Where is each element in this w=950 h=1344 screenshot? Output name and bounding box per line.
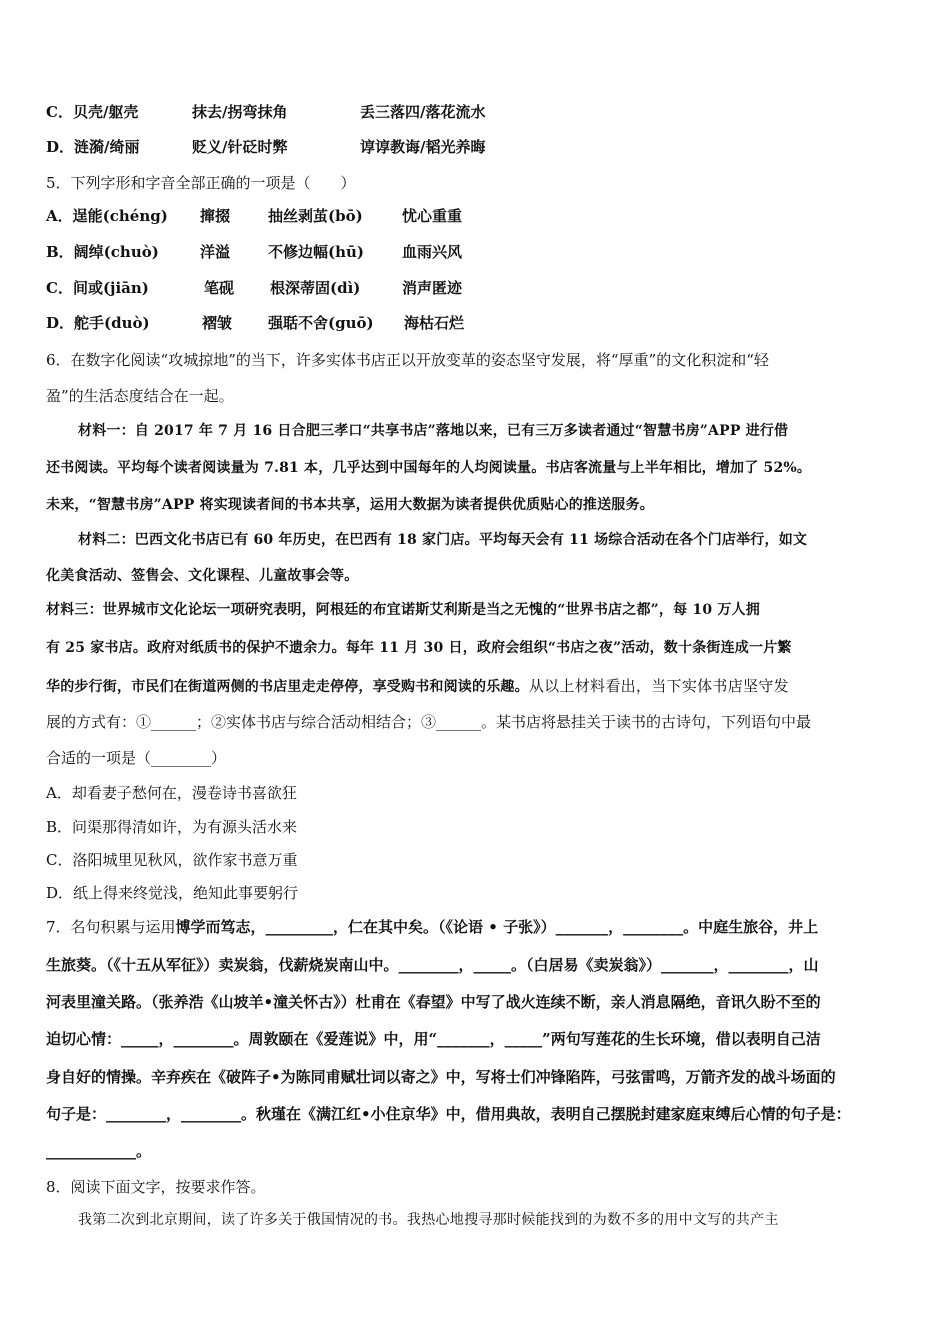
q5-a-2: 撺掇 — [200, 207, 231, 225]
q7-line-5: 身自好的情操。辛弃疾在《破阵子•为陈同甫赋壮词以寄之》中，写将士们冲锋陷阵，弓弦雷鸣，万箭齐发的战斗场面的 — [46, 1068, 836, 1086]
q7-line-1 — [46, 917, 818, 937]
q5-a-4: 忧心重重 — [402, 207, 463, 225]
option-c-2: 抹去/拐弯抹角 — [192, 103, 288, 121]
option-c-3: 丢三落四/落花流水 — [360, 103, 486, 121]
q6-material-3-line-3 — [46, 676, 789, 697]
q6-material-3-line-2: 有 25 家书店。政府对纸质书的保护不遗余力。每年 11 月 30 日，政府会组织“书店之夜”活动，数十条街连成一片繁 — [46, 640, 792, 656]
q6-stem-line-2: 盈”的生活态度结合在一起。 — [46, 387, 234, 405]
option-c-1: C．贝壳/躯壳 — [46, 103, 139, 121]
q5-stem: 5．下列字形和字音全部正确的一项是（ ） — [46, 174, 356, 192]
q5-c-1: C．间或(jiān) — [46, 279, 149, 297]
q7-line-6: 句子是：________，________。秋瑾在《满江红•小住京华》中，借用典故，表明自己摆脱封建家庭束缚后心情的句子是： — [46, 1105, 851, 1123]
q5-b-3: 不修边幅(hū) — [268, 243, 365, 261]
q5-a-3: 抽丝剥茧(bō) — [268, 207, 363, 225]
q7-line-3: 河表里潼关路。（张养浩《山坡羊•潼关怀古》）杜甫在《春望》中写了战火连续不断，亲人消息隔绝，音讯久盼不至的 — [46, 993, 821, 1011]
q6-option-a: A．却看妻子愁何在，漫卷诗书喜欲狂 — [46, 784, 297, 802]
q6-option-d: D．纸上得来终觉浅，绝知此事要躬行 — [46, 884, 299, 902]
q5-c-3: 根深蒂固(dì) — [270, 279, 361, 297]
q5-b-4: 血雨兴风 — [402, 243, 463, 261]
q5-b-1: B．阔绰(chuò) — [46, 243, 159, 261]
q6-option-c: C．洛阳城里见秋风，欲作家书意万重 — [46, 851, 298, 869]
q6-material-2-line-2: 化美食活动、签售会、文化课程、儿童故事会等。 — [46, 568, 359, 584]
option-d-3: 谆谆教诲/韬光养晦 — [360, 138, 486, 156]
q8-stem: 8．阅读下面文字，按要求作答。 — [46, 1178, 266, 1196]
q5-d-4: 海枯石烂 — [404, 314, 465, 332]
q7-line-2: 生旅葵。（《十五从军征》）卖炭翁，伐薪烧炭南山中。________，_____。（白居易《卖炭翁》）_______，________，山 — [46, 956, 819, 974]
q5-c-4: 消声匿迹 — [402, 279, 463, 297]
q7-line-7: ____________。 — [46, 1142, 152, 1160]
q5-b-2: 洋溢 — [200, 243, 231, 261]
q8-paragraph-1: 我第二次到北京期间，读了许多关于俄国情况的书。我热心地搜寻那时候能找到的为数不多的用中文写的共产主 — [78, 1212, 779, 1228]
q6-material-3-line-3a: 华的步行街，市民们在街道两侧的书店里走走停停，享受购书和阅读的乐趣。 — [46, 679, 529, 695]
q5-d-1: D．舵手(duò) — [46, 314, 150, 332]
q6-material-3-line-3b: 从以上材料看出，当下实体书店坚守发 — [528, 677, 789, 695]
q7-title: 7．名句积累与运用 — [46, 918, 176, 936]
q6-question-line-1: 展的方式有：①______；②实体书店与综合活动相结合；③______。某书店将悬挂关于读书的古诗句，下列语句中最 — [46, 713, 812, 731]
option-d-2: 贬义/针砭时弊 — [192, 138, 288, 156]
q5-d-2: 褶皱 — [202, 314, 233, 332]
q6-material-1-line-3: 未来，“智慧书房”APP 将实现读者间的书本共享，运用大数据为读者提供优质贴心的推送服务。 — [46, 497, 654, 513]
q5-a-1: A．逞能(chéng) — [46, 207, 168, 225]
q6-question-line-2: 合适的一项是（________） — [46, 749, 227, 767]
option-d-1: D．涟漪/绮丽 — [46, 138, 140, 156]
q5-d-3: 强聒不舍(guō) — [268, 314, 374, 332]
q6-material-2-line-1: 材料二：巴西文化书店已有 60 年历史，在巴西有 18 家门店。平均每天会有 11 场综合活动在各个门店举行，如文 — [78, 532, 808, 548]
q7-line-4: 迫切心情：_____，________。周敦颐在《爱莲说》中，用“_______，_____”两句写莲花的生长环境，借以表明自己洁 — [46, 1030, 821, 1048]
q6-material-1-line-1: 材料一：自 2017 年 7 月 16 日合肥三孝口“共享书店”落地以来，已有三万多读者通过“智慧书房”APP 进行借 — [78, 423, 789, 439]
q7-line-1-text: 博学而笃志，_________，仁在其中矣。（《论语 • 子张》）_______，________。中庭生旅谷，井上 — [175, 918, 819, 936]
q6-material-1-line-2: 还书阅读。平均每个读者阅读量为 7.81 本，几乎达到中国每年的人均阅读量。书店客流量与上半年相比，增加了 52%。 — [46, 460, 812, 476]
q5-c-2: 笔砚 — [204, 279, 235, 297]
q6-option-b: B．问渠那得清如许，为有源头活水来 — [46, 818, 298, 836]
q6-material-3-line-1: 材料三：世界城市文化论坛一项研究表明，阿根廷的布宜诺斯艾利斯是当之无愧的“世界书店之都”，每 10 万人拥 — [46, 602, 760, 618]
q6-stem-line-1: 6．在数字化阅读“攻城掠地”的当下，许多实体书店正以开放变革的姿态坚守发展，将“厚重”的文化积淀和“轻 — [46, 351, 769, 369]
